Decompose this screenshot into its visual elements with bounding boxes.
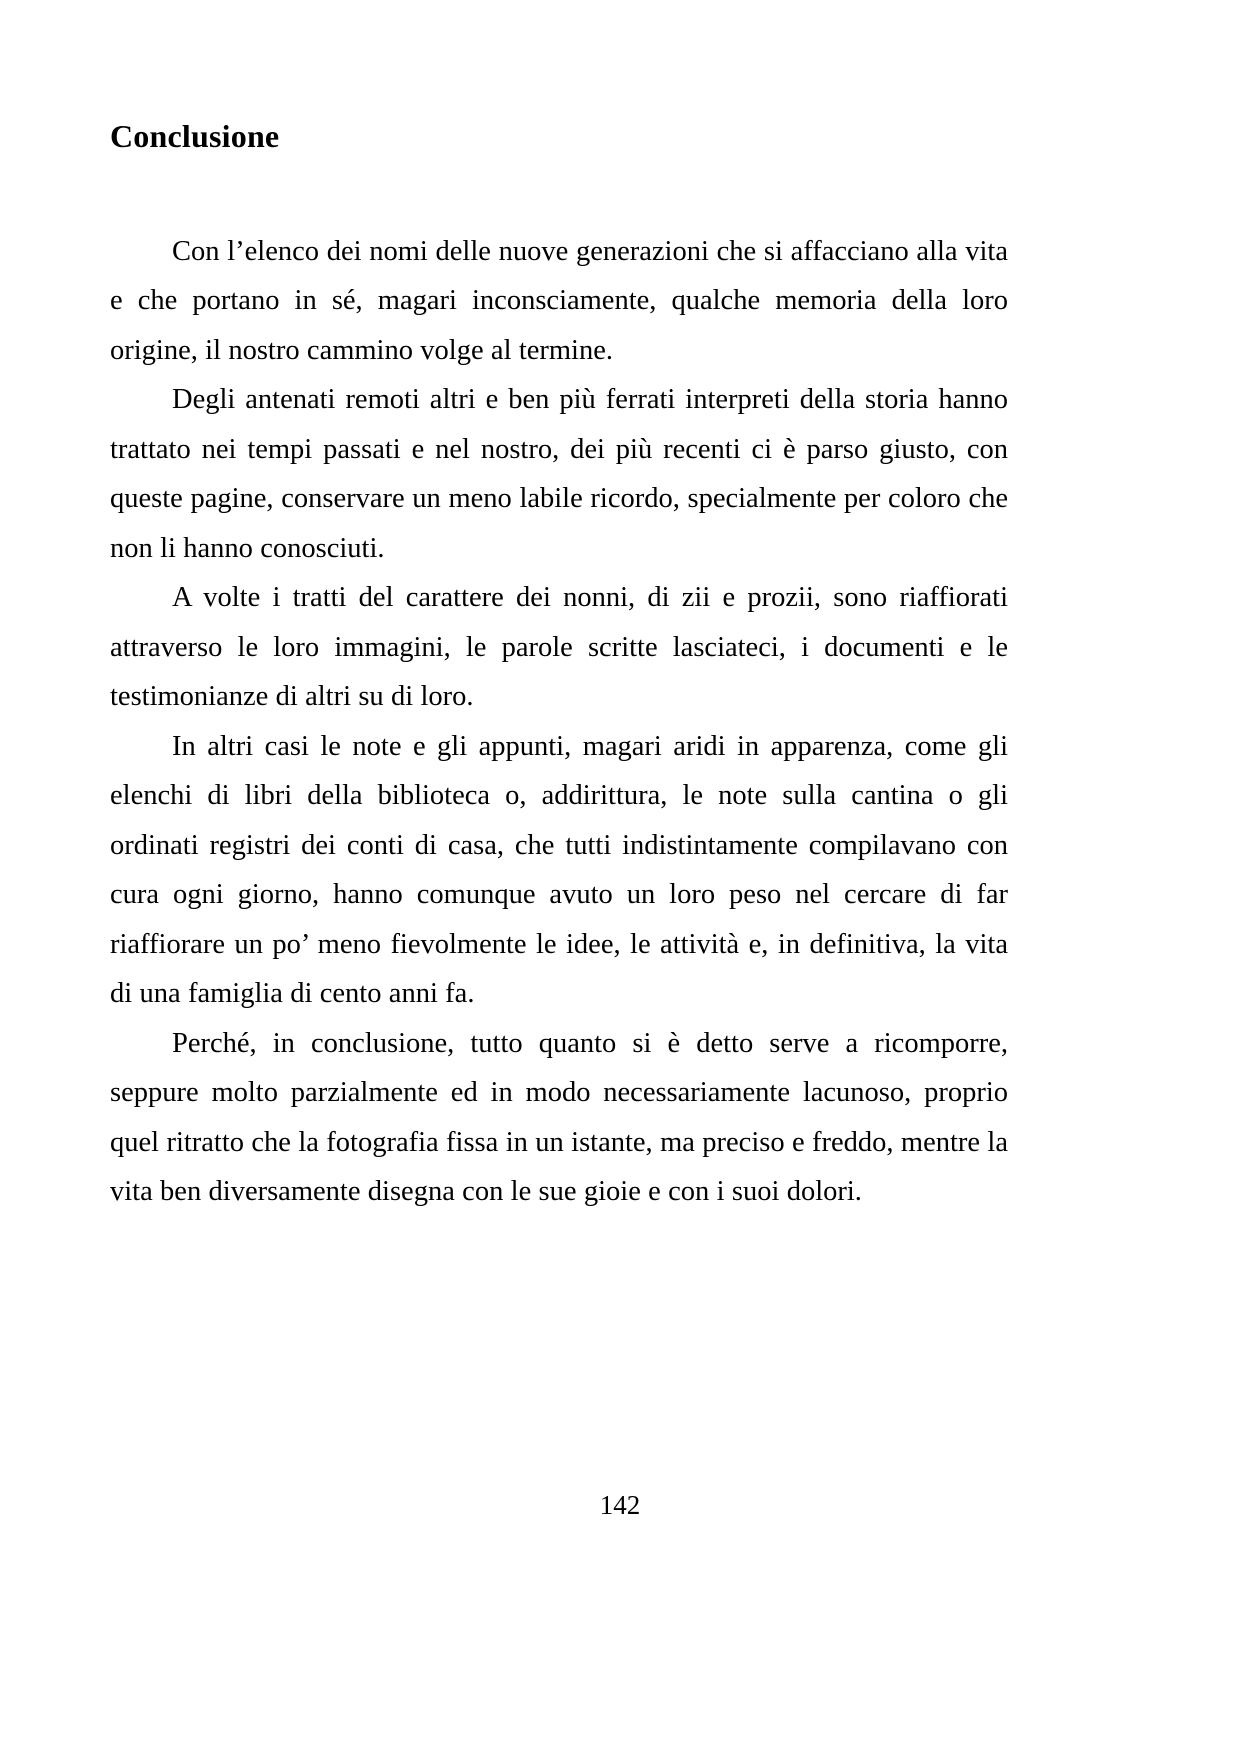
paragraph: Con l’elenco dei nomi delle nuove generazioni che si affacciano alla vita e che portano in sé, magari inconsciamente, qualche memoria della loro origine, il nostro cammino volge al termine. xyxy=(110,235,1008,366)
paragraph: Degli antenati remoti altri e ben più ferrati interpreti della storia hanno trattato nei tempi passati e nel nostro, dei più recenti ci è parso giusto, con queste pagine, conservare un meno labile ricordo, specialmente per coloro che non li hanno conosciuti. xyxy=(110,384,1008,564)
page-content xyxy=(110,118,1008,1217)
page-title: Conclusione xyxy=(110,118,280,154)
body-text xyxy=(110,227,1008,1217)
page-number: 142 xyxy=(599,1490,641,1520)
paragraph: A volte i tratti del carattere dei nonni, di zii e prozii, sono riaffiorati attraverso le loro immagini, le parole scritte lasciateci, i documenti e le testimonianze di altri su di loro. xyxy=(110,582,1008,713)
paragraph: Perché, in conclusione, tutto quanto si è detto serve a ricomporre, seppure molto parzialmente ed in modo necessariamente lacunoso, proprio quel ritratto che la fotografia fissa in un istante, ma preciso e freddo, mentre la vita ben diversamente disegna con le sue gioie e con i suoi dolori. xyxy=(110,1027,1008,1208)
paragraph: In altri casi le note e gli appunti, magari aridi in apparenza, come gli elenchi di libri della biblioteca o, addirittura, le note sulla cantina o gli ordinati registri dei conti di casa, che tutti indistintamente compilavano con cura ogni giorno, hanno comunque avuto un loro peso nel cercare di far riaffiorare un po’ meno fievolmente le idee, le attività e, in definitiva, la vita di una famiglia di cento anni fa. xyxy=(110,730,1008,1010)
